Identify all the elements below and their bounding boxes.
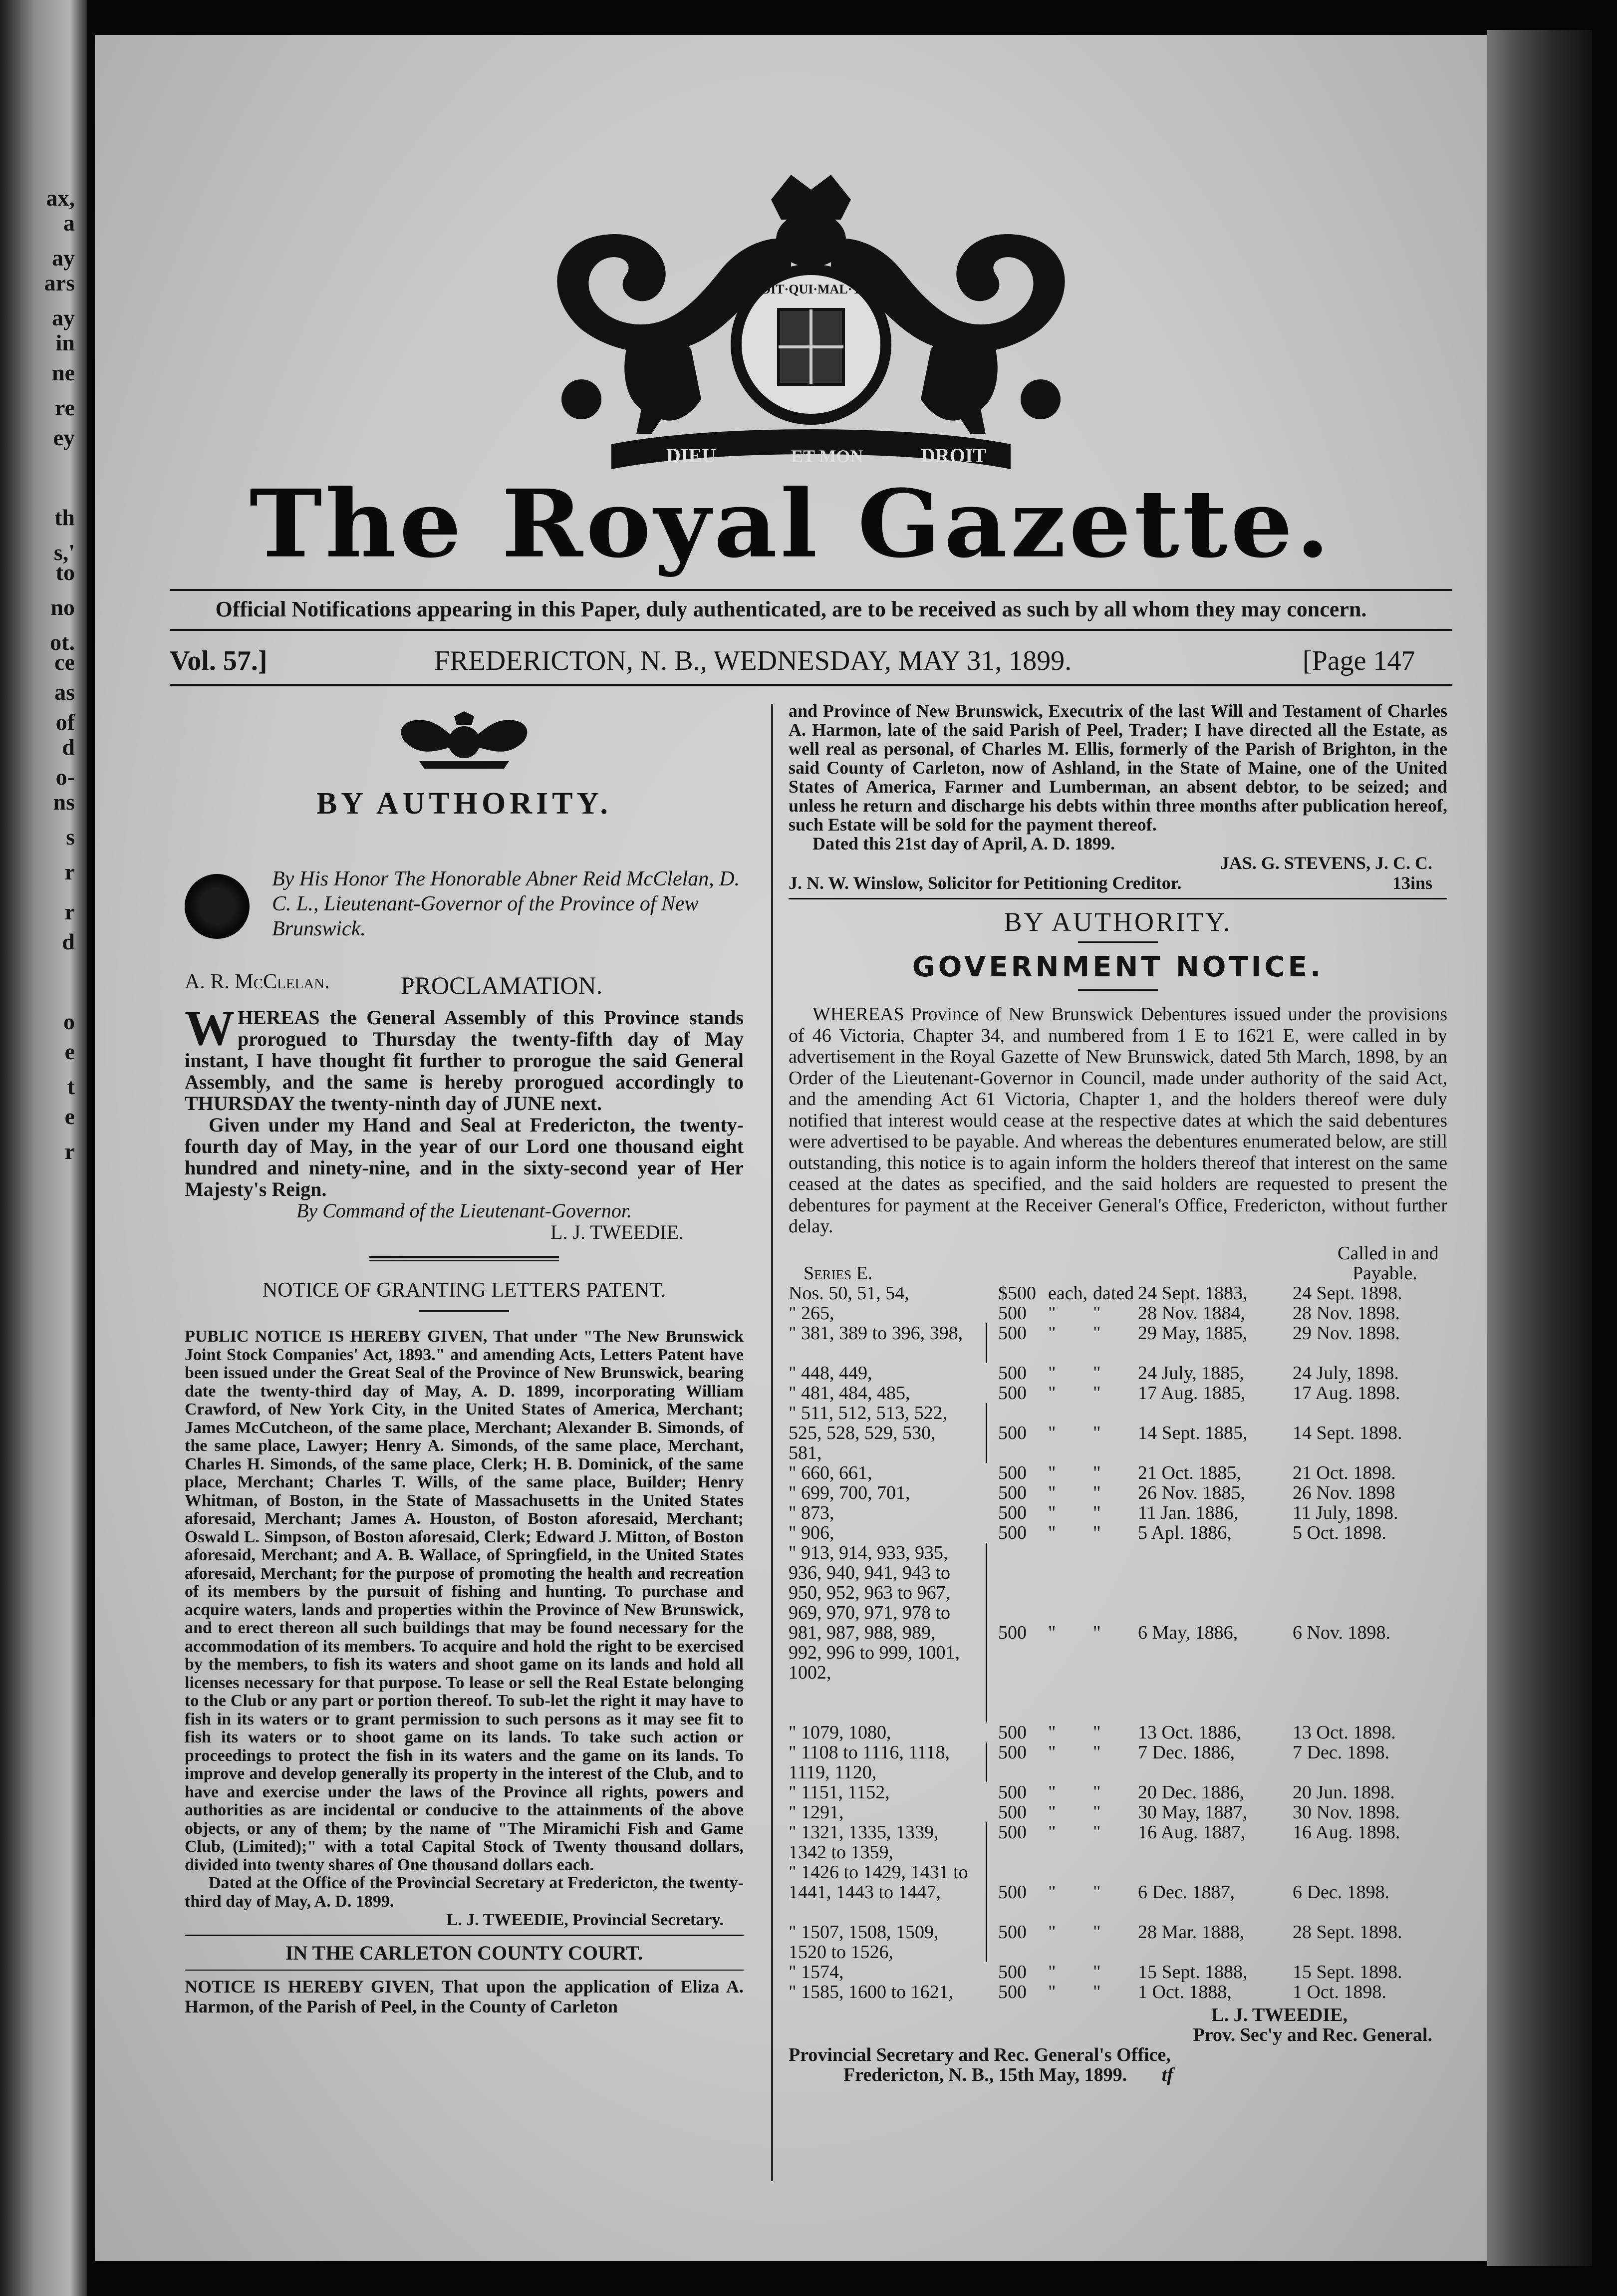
debenture-payable: 24 Sept. 1898. [1293,1282,1402,1304]
signed-tweedie-3: L. J. TWEEDIE, [1211,2004,1348,2025]
debenture-dated: " [1093,1482,1101,1503]
debenture-each: each, [1048,1282,1088,1304]
debenture-amount: 500 [998,1921,1027,1943]
masthead-tagline: Official Notifications appearing in this Paper, duly authenticated, are to be received as such by all whom they may concern. [215,597,1367,621]
debenture-payable: 26 Nov. 1898 [1293,1482,1395,1503]
debenture-amount: 500 [998,1502,1027,1523]
debenture-date: 11 Jan. 1886, [1138,1502,1239,1523]
judge-signature: JAS. G. STEVENS, J. C. C. [1220,853,1432,873]
by-authority-heading-right: BY AUTHORITY. [1004,907,1232,937]
office-code: tf [1161,2064,1173,2085]
debenture-date: 15 Sept. 1888, [1138,1961,1248,1983]
debenture-numbers: " 1585, 1600 to 1621, [789,1981,954,2003]
debenture-date: 21 Oct. 1885, [1138,1462,1241,1483]
page-number: [Page 147 [1303,645,1415,676]
crest-motto-right: DROIT [921,444,987,467]
debenture-rows [789,1283,1447,2002]
debenture-numbers: " 1108 to 1116, 1118, 1119, 1120, [789,1741,950,1783]
debenture-numbers: " 906, [789,1522,834,1543]
debenture-payable: 1 Oct. 1898. [1293,1981,1386,2003]
debenture-numbers: " 913, 914, 933, 935, 936, 940, 941, 943 to 950, 952, 963 to 967, 969, 970, 971, 978 to 981, 987, 988, 989, 992, 996 to 999, 1001, 1002, [789,1542,960,1683]
divider-6 [789,898,1447,899]
gutter-fragment: ey [53,425,75,450]
debenture-dated: dated [1093,1282,1134,1304]
debenture-numbers: " 1079, 1080, [789,1722,891,1743]
debenture-amount: 500 [998,1482,1027,1503]
debenture-each: " [1048,1622,1056,1643]
debenture-amount: 500 [998,1322,1027,1344]
brace-mark [981,1922,987,1962]
debenture-dated: " [1093,1462,1101,1483]
debenture-dated: " [1093,1801,1101,1823]
debenture-payable: 5 Oct. 1898. [1293,1522,1386,1543]
debenture-amount: 500 [998,1722,1027,1743]
debenture-payable: 30 Nov. 1898. [1293,1801,1400,1823]
debenture-date: 6 Dec. 1887, [1138,1881,1235,1903]
debenture-payable: 6 Dec. 1898. [1293,1881,1390,1903]
debenture-numbers: Nos. 50, 51, 54, [789,1282,909,1304]
place-date: FREDERICTON, N. B., WEDNESDAY, MAY 31, 1899. [434,645,1072,676]
debenture-numbers: " 481, 484, 485, [789,1382,910,1404]
table-row [789,1283,1447,1303]
office-line: Provincial Secretary and Rec. General's Office, [789,2044,1171,2065]
debenture-dated: " [1093,1921,1101,1943]
debenture-each: " [1048,1522,1056,1543]
debenture-numbers: " 1321, 1335, 1339, 1342 to 1359, [789,1821,939,1863]
dateline [95,645,1487,680]
divider-5 [185,1970,744,1971]
crest-motto-left: DIEU [666,444,717,467]
debenture-date: 28 Nov. 1884, [1138,1302,1245,1324]
debenture-table [789,1243,1447,2002]
debenture-each: " [1048,1462,1056,1483]
solicitor-line [789,873,1447,893]
divider-7 [1078,941,1158,943]
small-crest-icon [389,711,539,771]
debenture-each: " [1048,1362,1056,1384]
gutter-fragment: no [50,594,75,620]
gutter-fragment: r [64,1139,75,1164]
debenture-date: 24 July, 1885, [1138,1362,1244,1384]
divider-2 [369,1260,559,1261]
table-row [789,1962,1447,1982]
letters-patent-body: PUBLIC NOTICE IS HEREBY GIVEN, That under "The New Brunswick Joint Stock Companies' Act, 1893." and amending Acts, Letters Patent have been issued under the Great Seal of the Province of New Brunswick, bearing date the twenty-third day of May, A. D. 1899, incorporating William Crawford, of New York City, in the United States of America, Merchant; James McCutcheon, of the same place, Merchant; Alexander B. Simonds, of the same place, Lawyer; Henry A. Simonds, of the same place, Merchant, Charles H. Simonds, of the same place, Clerk; H. B. Dominick, of the same place, Merchant; Charles T. Wills, of the same place, Builder; Henry Whitman, of Boston, in the State of Massachusetts in the United States aforesaid, Merchant; James A. Houston, of Boston aforesaid, Merchant; Oswald L. Simpson, of Boston aforesaid, Clerk; Edward J. Mitton, of Boston aforesaid, Merchant; and A. B. Wallace, of Springfield, in the United States aforesaid, Merchant; for the purpose of promoting the health and recreation of its members by the pursuit of fishing and hunting. To purchase and acquire waters, lands and properties within the Province of New Brunswick, and to erect thereon all such buildings that may be found necessary for the accommodation of its members. To acquire and hold the right to be exercised by the members, to fish its waters and shoot game on its lands and hold all licenses necessary for that purpose. To lease or sell the Real Estate belonging to the Club or any part or portion thereof. To sub-let the right it may have to fish in its waters or to grant permission to such persons as it may see fit to fish its waters or to shoot game on its lands. To take such action or proceedings to protect the fish in its waters and the game on its lands. To improve and develop generally its property in the interest of the Club, and to have and exercise under the laws of the Province all rights, powers and authorities as are incidental or conducive to the attainments of the above objects, or any of them; by the name of "The Miramichi Fish and Game Club, (Limited);" with a total Capital Stock of Twenty thousand dollars, divided into twenty shares of One thousand dollars each. [185,1327,744,1874]
debenture-date: 5 Apl. 1886, [1138,1522,1232,1543]
gutter-fragment: ax, [46,185,75,211]
dated-april: Dated this 21st day of April, A. D. 1899. [812,834,1115,854]
dateline-rule [170,684,1452,686]
table-row [789,1463,1447,1483]
debenture-payable: 24 July, 1898. [1293,1362,1399,1384]
gutter-fragment: t [67,1074,75,1099]
debenture-amount: 500 [998,1821,1027,1843]
gutter-fragment: ot. [50,629,75,655]
debenture-numbers: " 660, 661, [789,1462,872,1483]
table-row [789,1822,1447,1862]
debenture-each: " [1048,1422,1056,1443]
gutter-fragment: d [62,929,75,954]
table-row [789,1383,1447,1403]
debenture-each: " [1048,1482,1056,1503]
debenture-date: 30 May, 1887, [1138,1801,1248,1823]
gutter-fragment: o- [55,764,75,790]
debenture-dated: " [1093,1741,1101,1763]
debenture-numbers: " 699, 700, 701, [789,1482,910,1503]
divider-3 [419,1310,509,1312]
debenture-date: 16 Aug. 1887, [1138,1821,1246,1843]
signed-tweedie-2: L. J. TWEEDIE, Provincial Secretary. [446,1911,724,1929]
masthead-rule-mid [170,629,1452,631]
masthead-rule-top [170,589,1452,591]
debenture-dated: " [1093,1422,1101,1443]
signed-title: Prov. Sec'y and Rec. General. [1193,2024,1432,2045]
county-court-title: IN THE CARLETON COUNTY COURT. [285,1942,643,1964]
debenture-numbers: " 1507, 1508, 1509, 1520 to 1526, [789,1921,939,1963]
gutter-fragment: ars [44,270,75,295]
table-row [789,1922,1447,1962]
gutter-fragment: d [62,734,75,760]
table-row [789,1363,1447,1383]
debenture-each: " [1048,1382,1056,1404]
debenture-numbers: " 1291, [789,1801,844,1823]
crest-motto-mid: ET MON [791,446,863,466]
gutter-fragment: s,' [53,540,75,565]
gutter-fragment: th [54,505,75,530]
masthead-title: The Royal Gazette. [249,469,1333,579]
gutter-fragment: to [55,560,75,585]
gutter-fragment: ne [52,360,75,385]
brace-mark [981,1543,987,1722]
debenture-date: 1 Oct. 1888, [1138,1981,1232,2003]
dated-office: Dated at the Office of the Provincial Secretary at Fredericton, the twenty-third day of May, A. D. 1899. [185,1874,744,1911]
dropcap: W [185,1000,235,1056]
divider-8 [1078,989,1158,991]
debenture-numbers: " 381, 389 to 396, 398, [789,1322,963,1344]
left-column [185,706,744,2179]
continued-body: and Province of New Brunswick, Executrix of the last Will and Testament of Charles A. Harmon, late of the said Parish of Peel, Trader; I have directed all the Estate, as well real as personal, of Charles M. Ellis, formerly of the Parish of Brighton, in the said County of Carleton, now of Ashland, in the State of Maine, one of the United States of America, Farmer and Lumberman, an absent debtor, to be seized; and unless he return and discharge his debts within three months after publication hereof, such Estate will be sold for the payment thereof. [789,701,1447,835]
debenture-amount: 500 [998,1622,1027,1643]
debenture-amount: 500 [998,1781,1027,1803]
debenture-payable: 16 Aug. 1898. [1293,1821,1400,1843]
table-row [789,1982,1447,2002]
divider-1 [369,1256,559,1258]
signature-initials: A. R. McClelan. [185,970,330,993]
gutter-fragment: r [64,899,75,924]
table-row [789,1742,1447,1782]
table-row [789,1303,1447,1323]
debenture-date: 29 May, 1885, [1138,1322,1248,1344]
debenture-dated: " [1093,1622,1101,1643]
table-row [789,1503,1447,1523]
debenture-each: " [1048,1502,1056,1523]
debenture-dated: " [1093,1781,1101,1803]
debenture-amount: 500 [998,1961,1027,1983]
proclamation-title: PROCLAMATION. [400,971,603,999]
gutter-fragment: e [64,1039,75,1064]
debenture-date: 14 Sept. 1885, [1138,1422,1248,1443]
debenture-payable: 28 Nov. 1898. [1293,1302,1400,1324]
by-authority-heading-left: BY AUTHORITY. [316,787,612,821]
brace-mark [981,1323,987,1363]
newspaper-page [95,35,1487,2261]
office-date: Fredericton, N. B., 15th May, 1899. [843,2064,1127,2085]
brace-mark [981,1742,987,1782]
table-header-payable: Series E. Payable. [804,1262,1417,1284]
debenture-dated: " [1093,1502,1101,1523]
by-command: By Command of the Lieutenant-Governor. [296,1199,632,1222]
debenture-amount: $500 [998,1282,1036,1304]
gutter-fragment: as [54,679,75,705]
debenture-dated: " [1093,1881,1101,1903]
gutter-fragment: in [55,330,75,355]
debenture-numbers: " 265, [789,1302,834,1324]
table-row [789,1483,1447,1503]
debenture-dated: " [1093,1362,1101,1384]
table-row [789,1403,1447,1463]
table-row [789,1782,1447,1802]
gutter-fragment: r [64,859,75,884]
debenture-each: " [1048,1741,1056,1763]
debenture-dated: " [1093,1821,1101,1843]
debenture-payable: 29 Nov. 1898. [1293,1322,1400,1344]
debenture-amount: 500 [998,1362,1027,1384]
debenture-each: " [1048,1322,1056,1344]
gutter-fragment: ns [53,789,75,815]
debenture-amount: 500 [998,1801,1027,1823]
debenture-each: " [1048,1961,1056,1983]
debenture-amount: 500 [998,1981,1027,2003]
brace-mark [981,1822,987,1862]
debenture-dated: " [1093,1382,1101,1404]
debenture-payable: 21 Oct. 1898. [1293,1462,1396,1483]
debenture-payable: 14 Sept. 1898. [1293,1422,1402,1443]
royal-coat-of-arms-icon [512,165,1110,484]
debenture-payable: 13 Oct. 1898. [1293,1722,1396,1743]
debenture-payable: 6 Nov. 1898. [1293,1622,1390,1643]
debenture-amount: 500 [998,1302,1027,1324]
debenture-payable: 7 Dec. 1898. [1293,1741,1390,1763]
crest-garter-text: HONI·SOIT·QUI·MAL·Y·PENSE [714,282,908,296]
brace-mark [981,1403,987,1463]
gutter-fragment: s [66,824,75,850]
honor-block [185,866,744,971]
debenture-date: 7 Dec. 1886, [1138,1741,1235,1763]
debenture-date: 24 Sept. 1883, [1138,1282,1248,1304]
honor-line: By His Honor The Honorable Abner Reid McClelan, D. C. L., Lieutenant-Governor of the Province of New Brunswick. [272,867,740,940]
column-separator [771,704,773,2181]
debenture-date: 28 Mar. 1888, [1138,1921,1245,1943]
debenture-amount: 500 [998,1462,1027,1483]
government-notice-body: WHEREAS Province of New Brunswick Debentures issued under the provisions of 46 Victoria, Chapter 34, and numbered from 1 E to 1621 E, were called in by advertisement in the Royal Gazette of New Brunswick, dated 5th March, 1898, by an Order of the Lieutenant-Governor in Council, made under authority of the said Act, and the amending Act 61 Victoria, Chapter 1, and the holders thereof were duly notified that interest would cease at the respective dates at which the said debentures were advertised to be payable. And whereas the debentures enumerated below, are still outstanding, this notice is to again inform the holders thereof that interest on the same ceased at the dates as specified, and the said holders are requested to present the debentures for payment at the Receiver General's Office, Fredericton, without further delay. [789,1004,1447,1237]
signed-tweedie-1: L. J. TWEEDIE. [550,1221,684,1243]
gutter-fragment: ay [52,245,75,271]
debenture-numbers: " 873, [789,1502,834,1523]
solicitor-code: 13ins [1392,873,1432,893]
debenture-date: 26 Nov. 1885, [1138,1482,1245,1503]
table-row [789,1543,1447,1722]
gutter-fragment: a [63,210,75,236]
table-row [789,1523,1447,1543]
gutter-fragment: e [64,1104,75,1129]
county-court-body: NOTICE IS HEREBY GIVEN, That upon the application of Eliza A. Harmon, of the Parish of Peel, in the County of Carleton [185,1977,744,2016]
table-row [789,1722,1447,1742]
page-edge-shadow [1487,30,1592,2266]
debenture-each: " [1048,1821,1056,1843]
debenture-numbers: " 1574, [789,1961,844,1983]
table-row [789,1323,1447,1363]
debenture-date: 13 Oct. 1886, [1138,1722,1241,1743]
debenture-date: 6 May, 1886, [1138,1622,1238,1643]
gutter-fragment: ay [52,305,75,330]
table-row [789,1862,1447,1922]
debenture-amount: 500 [998,1522,1027,1543]
debenture-payable: 20 Jun. 1898. [1293,1781,1395,1803]
debenture-numbers: " 1151, 1152, [789,1781,890,1803]
gutter-fragment: re [54,395,75,420]
letters-patent-title: NOTICE OF GRANTING LETTERS PATENT. [262,1279,666,1302]
debenture-amount: 500 [998,1422,1027,1443]
table-header-called: Called in and [1338,1242,1439,1264]
debenture-dated: " [1093,1322,1101,1344]
debenture-numbers: " 1426 to 1429, 1431 to 1441, 1443 to 1447, [789,1861,968,1903]
debenture-date: 17 Aug. 1885, [1138,1382,1246,1404]
given-under: Given under my Hand and Seal at Fredericton, the twenty-fourth day of May, in the year of our Lord one thousand eight hundred and ninety-nine, and in the sixty-second year of Her Majesty's Reign. [185,1114,744,1200]
debenture-numbers: " 511, 512, 513, 522, 525, 528, 529, 530, 581, [789,1402,948,1463]
volume-number: Vol. 57.] [170,645,268,676]
seal-icon [185,874,250,939]
debenture-dated: " [1093,1961,1101,1983]
debenture-payable: 11 July, 1898. [1293,1502,1398,1523]
debenture-each: " [1048,1781,1056,1803]
proclamation-body: WHEREAS the General Assembly of this Province stands prorogued to Thursday the twenty-fifth day of May instant, I have thought fit further to prorogue the said General Assembly, and the same is hereby prorogued accordingly to THURSDAY the twenty-ninth day of JUNE next. [185,1000,744,1115]
debenture-each: " [1048,1801,1056,1823]
debenture-amount: 500 [998,1881,1027,1903]
debenture-each: " [1048,1302,1056,1324]
gutter-fragment: of [55,709,75,735]
divider-4 [185,1935,744,1936]
debenture-dated: " [1093,1522,1101,1543]
debenture-each: " [1048,1722,1056,1743]
gutter-fragment: ce [54,649,75,675]
solicitor-name: J. N. W. Winslow, Solicitor for Petitioning Creditor. [789,873,1182,893]
table-row [789,1802,1447,1822]
debenture-each: " [1048,1881,1056,1903]
debenture-each: " [1048,1981,1056,2003]
debenture-payable: 28 Sept. 1898. [1293,1921,1402,1943]
debenture-payable: 15 Sept. 1898. [1293,1961,1402,1983]
debenture-dated: " [1093,1722,1101,1743]
debenture-amount: 500 [998,1382,1027,1404]
debenture-dated: " [1093,1981,1101,2003]
debenture-each: " [1048,1921,1056,1943]
debenture-dated: " [1093,1302,1101,1324]
government-notice-title: GOVERNMENT NOTICE. [912,951,1324,983]
debenture-amount: 500 [998,1741,1027,1763]
debenture-numbers: " 448, 449, [789,1362,872,1384]
office-date-line [789,2065,1447,2085]
brace-mark [981,1862,987,1922]
debenture-date: 20 Dec. 1886, [1138,1781,1245,1803]
debenture-payable: 17 Aug. 1898. [1293,1382,1400,1404]
gutter-fragment: o [63,1009,75,1034]
right-column [789,701,1447,2179]
